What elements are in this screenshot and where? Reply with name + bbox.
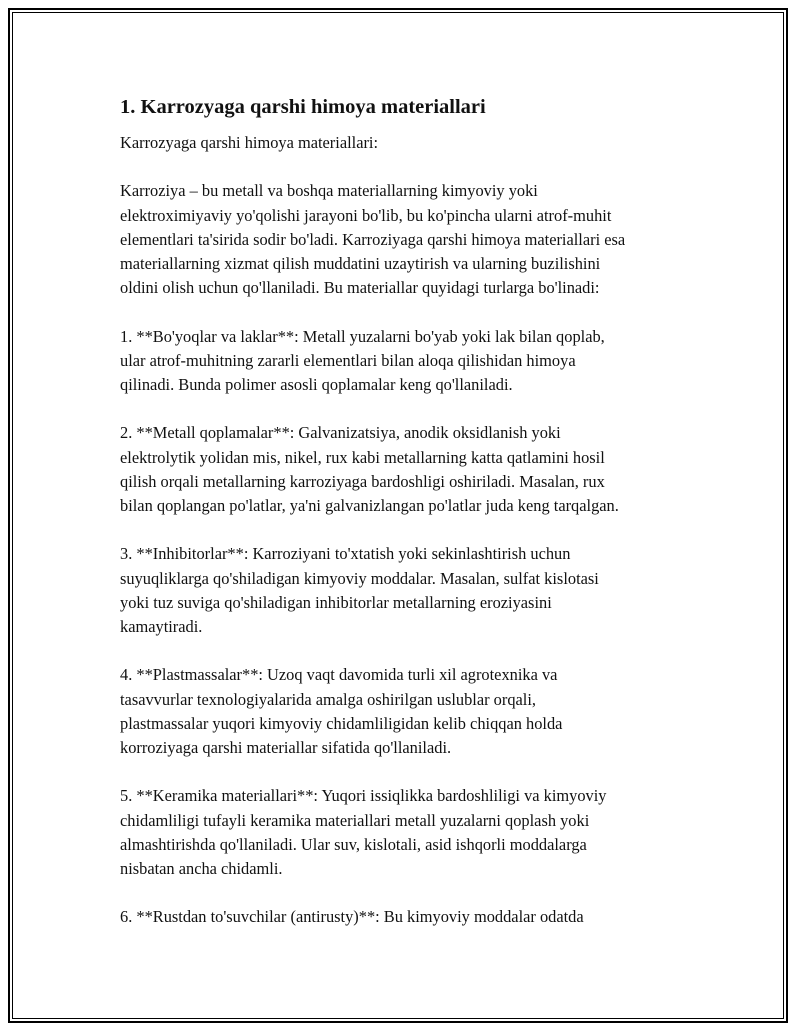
page-frame — [8, 8, 788, 1023]
paragraph-line: elementlari ta'sirida sodir bo'ladi. Karroziyaga qarshi himoya materiallari esa — [120, 229, 626, 249]
paragraph-line: qilish orqali metallarning karroziyaga bardoshligi oshiriladi. Masalan, rux — [120, 471, 605, 491]
paragraph-line: almashtirishda qo'llaniladi. Ular suv, kislotali, asid ishqorli moddalarga — [120, 834, 587, 854]
paragraph-line: Karroziya – bu metall va boshqa materiallarning kimyoviy yoki — [120, 181, 538, 201]
paragraph-line: qilinadi. Bunda polimer asosli qoplamalar keng qo'llaniladi. — [120, 375, 513, 394]
intro-paragraph: Karrozyaga qarshi himoya materiallari: — [120, 133, 379, 152]
document-title: 1. Karrozyaga qarshi himoya materiallari — [120, 96, 486, 118]
document-body — [120, 94, 680, 954]
paragraph — [120, 179, 680, 300]
paragraph — [120, 784, 680, 881]
paragraph-line: oldini olish uchun qo'llaniladi. Bu materiallar quyidagi turlarga bo'linadi: — [120, 278, 600, 298]
paragraph — [120, 325, 680, 398]
paragraph-line: yoki tuz suviga qo'shiladigan inhibitorlar metallarning eroziyasini — [120, 592, 552, 612]
paragraph-line: suyuqliklarga qo'shiladigan kimyoviy moddalar. Masalan, sulfat kislotasi — [120, 568, 599, 588]
paragraph-line: elektrolytik yolidan mis, nikel, rux kabi metallarning katta qatlamini hosil — [120, 447, 605, 467]
paragraph-line: 2. **Metall qoplamalar**: Galvanizatsiya, anodik oksidlanish yoki — [120, 423, 561, 443]
paragraph-line: korroziyaga qarshi materiallar sifatida qo'llaniladi. — [120, 738, 452, 757]
paragraph — [120, 542, 680, 639]
paragraph-line: nisbatan ancha chidamli. — [120, 859, 283, 878]
paragraph-line: 4. **Plastmassalar**: Uzoq vaqt davomida turli xil agrotexnika va — [120, 665, 558, 685]
paragraph-list — [120, 179, 680, 929]
paragraph-line: kamaytiradi. — [120, 617, 203, 636]
paragraph-line: materiallarning xizmat qilish muddatini uzaytirish va ularning buzilishini — [120, 254, 601, 273]
paragraph-line: 6. **Rustdan to'suvchilar (antirusty)**: Bu kimyoviy moddalar odatda — [120, 907, 584, 927]
paragraph-line: 5. **Keramika materiallari**: Yuqori issiqlikka bardoshliligi va kimyoviy — [120, 786, 607, 806]
paragraph-line: bilan qoplangan po'latlar, ya'ni galvanizlangan po'latlar juda keng tarqalgan. — [120, 496, 619, 515]
paragraph-line: plastmassalar yuqori kimyoviy chidamliligidan kelib chiqqan holda — [120, 713, 563, 733]
paragraph — [120, 421, 680, 518]
paragraph-line: 1. **Bo'yoqlar va laklar**: Metall yuzalarni bo'yab yoki lak bilan qoplab, — [120, 326, 605, 346]
paragraph-line: 3. **Inhibitorlar**: Karroziyani to'xtatish yoki sekinlashtirish uchun — [120, 544, 571, 564]
paragraph-line: chidamliligi tufayli keramika materiallari metall yuzalarni qoplash yoki — [120, 810, 590, 830]
paragraph — [120, 663, 680, 760]
paragraph — [120, 905, 680, 929]
paragraph-line: elektroximiyaviy yo'qolishi jarayoni bo'lib, bu ko'pincha ularni atrof-muhit — [120, 205, 612, 225]
paragraph-line: ular atrof-muhitning zararli elementlari bilan aloqa qilishidan himoya — [120, 350, 576, 370]
paragraph-line: tasavvurlar texnologiyalarida amalga oshirilgan uslublar orqali, — [120, 689, 537, 709]
